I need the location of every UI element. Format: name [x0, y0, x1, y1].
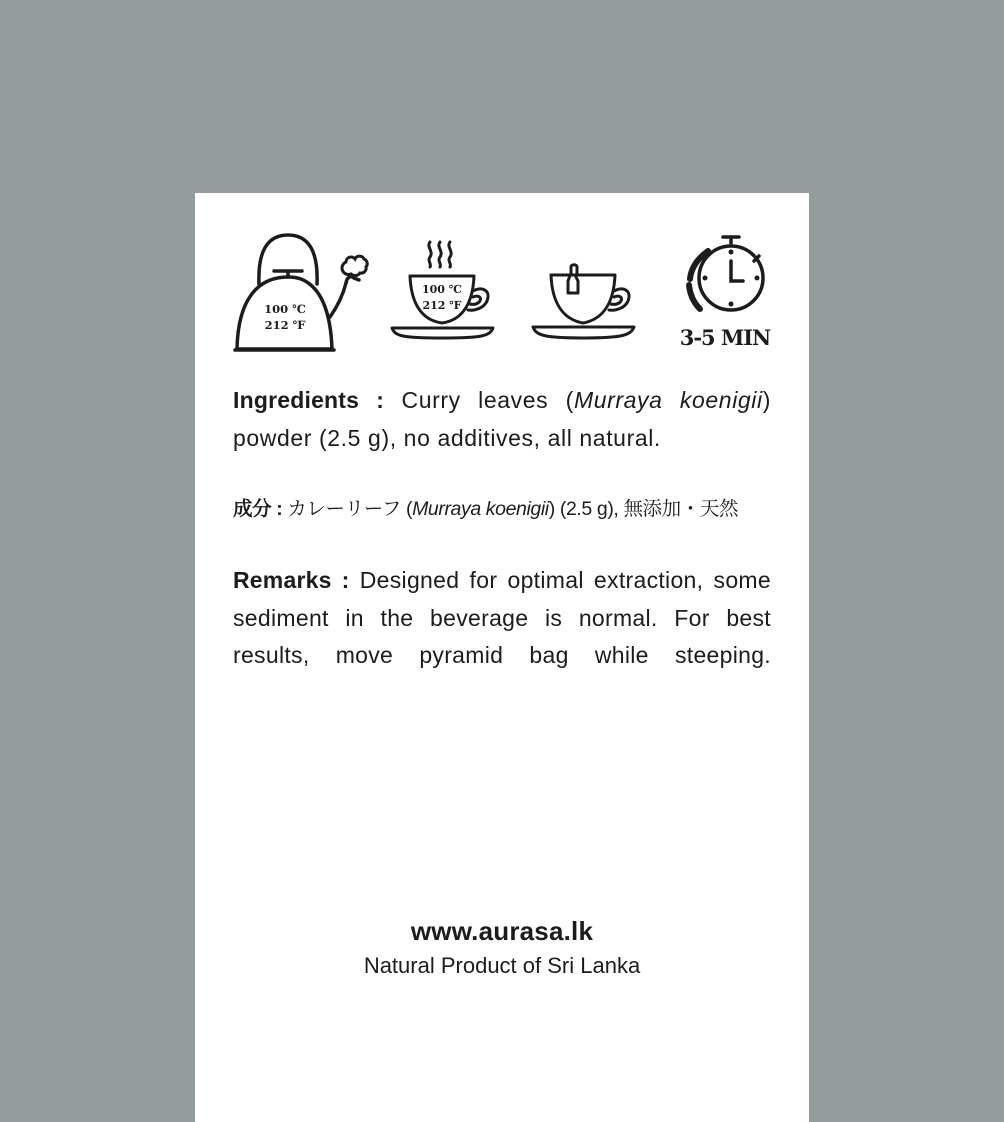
teabag-cup-icon — [531, 261, 637, 343]
steep-time-label: 3-5 MIN — [679, 325, 771, 350]
kettle-temp-fahrenheit: 212 ℉ — [264, 318, 306, 332]
footer — [195, 911, 809, 981]
ingredients-japanese-species: Murraya koenigii — [412, 498, 549, 520]
ingredients-species: Murraya koenigii — [573, 387, 763, 413]
cup-temp-celsius: 100 ℃ — [422, 283, 462, 296]
ingredients-japanese-text-before: カレーリーフ ( — [282, 498, 413, 520]
hot-cup-icon — [390, 238, 496, 343]
remarks-body: Designed for optimal extraction, some sediment in the beverage is normal. For best results, move pyramid bag while steeping. — [233, 567, 771, 668]
brewing-instructions-icons — [195, 193, 809, 363]
ingredients-japanese-heading: 成分 : — [233, 498, 283, 520]
product-label-card — [195, 193, 809, 1122]
website-url: www.aurasa.lk — [410, 916, 594, 946]
kettle-icon — [233, 231, 373, 353]
origin-statement: Natural Product of Sri Lanka — [363, 953, 641, 978]
remarks-text — [233, 562, 771, 675]
cup-temp-fahrenheit: 212 ℉ — [422, 299, 462, 312]
ingredients-text-before: Curry leaves ( — [384, 387, 574, 413]
remarks-heading: Remarks : — [233, 567, 350, 593]
ingredients-japanese-text — [233, 494, 771, 524]
stopwatch-icon — [673, 233, 777, 353]
ingredients-japanese-text-after: ) (2.5 g), 無添加・天然 — [548, 498, 739, 520]
ingredients-heading: Ingredients : — [233, 387, 385, 413]
ingredients-text — [233, 382, 771, 457]
ingredients-text-after: ) powder (2.5 g), no additives, all natural. — [233, 387, 771, 451]
kettle-temp-celsius: 100 ℃ — [264, 302, 306, 316]
